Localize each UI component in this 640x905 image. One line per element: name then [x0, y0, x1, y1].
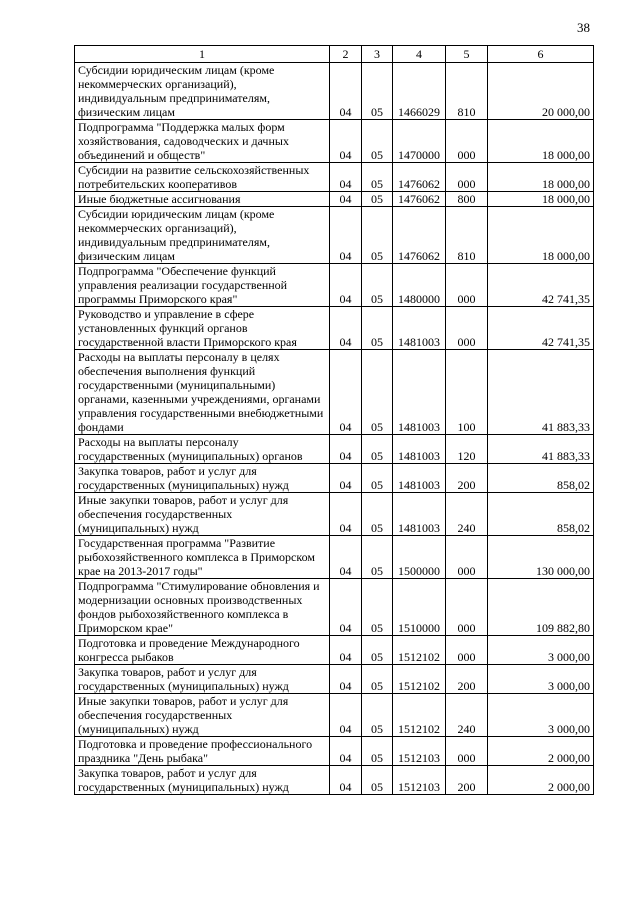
- cell-target: 1500000: [393, 536, 446, 579]
- cell-section: 04: [330, 579, 362, 636]
- cell-section: 04: [330, 493, 362, 536]
- cell-section: 04: [330, 63, 362, 120]
- cell-target: 1476062: [393, 192, 446, 207]
- cell-amount: 2 000,00: [488, 766, 594, 795]
- cell-section: 04: [330, 307, 362, 350]
- cell-type: 810: [446, 63, 488, 120]
- cell-subsection: 05: [362, 120, 393, 163]
- cell-amount: 42 741,35: [488, 307, 594, 350]
- cell-type: 100: [446, 350, 488, 435]
- cell-type: 000: [446, 163, 488, 192]
- table-row: [75, 636, 594, 665]
- table-row: [75, 665, 594, 694]
- cell-name: Государственная программа "Развитие рыбохозяйственного комплекса в Приморском крае на 2013-2017 годы": [75, 536, 330, 579]
- cell-type: 000: [446, 536, 488, 579]
- cell-subsection: 05: [362, 665, 393, 694]
- table-row: [75, 579, 594, 636]
- cell-subsection: 05: [362, 192, 393, 207]
- cell-amount: 18 000,00: [488, 163, 594, 192]
- cell-type: 800: [446, 192, 488, 207]
- cell-amount: 18 000,00: [488, 192, 594, 207]
- header-cell-section: 2: [330, 46, 362, 63]
- header-cell-name: 1: [75, 46, 330, 63]
- cell-section: 04: [330, 737, 362, 766]
- cell-type: 200: [446, 766, 488, 795]
- cell-name: Закупка товаров, работ и услуг для государственных (муниципальных) нужд: [75, 464, 330, 493]
- table-header-row: [75, 46, 594, 63]
- cell-type: 000: [446, 579, 488, 636]
- cell-type: 200: [446, 464, 488, 493]
- cell-name: Подготовка и проведение Международного конгресса рыбаков: [75, 636, 330, 665]
- cell-subsection: 05: [362, 766, 393, 795]
- cell-subsection: 05: [362, 307, 393, 350]
- cell-amount: 41 883,33: [488, 435, 594, 464]
- cell-amount: 20 000,00: [488, 63, 594, 120]
- cell-section: 04: [330, 120, 362, 163]
- cell-target: 1512102: [393, 694, 446, 737]
- cell-name: Иные закупки товаров, работ и услуг для обеспечения государственных (муниципальных) нужд: [75, 694, 330, 737]
- cell-section: 04: [330, 694, 362, 737]
- header-cell-amount: 6: [488, 46, 594, 63]
- table-row: [75, 737, 594, 766]
- cell-amount: 109 882,80: [488, 579, 594, 636]
- cell-section: 04: [330, 207, 362, 264]
- table-row: [75, 766, 594, 795]
- cell-type: 000: [446, 264, 488, 307]
- cell-target: 1512103: [393, 766, 446, 795]
- cell-subsection: 05: [362, 350, 393, 435]
- cell-target: 1481003: [393, 464, 446, 493]
- cell-amount: 18 000,00: [488, 207, 594, 264]
- budget-table: [74, 45, 594, 795]
- header-cell-type: 5: [446, 46, 488, 63]
- cell-target: 1476062: [393, 207, 446, 264]
- cell-amount: 3 000,00: [488, 636, 594, 665]
- cell-target: 1512102: [393, 665, 446, 694]
- table-row: [75, 63, 594, 120]
- cell-subsection: 05: [362, 435, 393, 464]
- cell-amount: 18 000,00: [488, 120, 594, 163]
- cell-amount: 858,02: [488, 493, 594, 536]
- cell-subsection: 05: [362, 464, 393, 493]
- cell-amount: 3 000,00: [488, 694, 594, 737]
- cell-target: 1470000: [393, 120, 446, 163]
- cell-target: 1512102: [393, 636, 446, 665]
- cell-type: 000: [446, 120, 488, 163]
- table-row: [75, 493, 594, 536]
- cell-target: 1481003: [393, 435, 446, 464]
- cell-section: 04: [330, 350, 362, 435]
- cell-subsection: 05: [362, 163, 393, 192]
- cell-name: Субсидии юридическим лицам (кроме некоммерческих организаций), индивидуальным предпринимателям, физическим лицам: [75, 63, 330, 120]
- cell-target: 1480000: [393, 264, 446, 307]
- cell-type: 200: [446, 665, 488, 694]
- cell-amount: 858,02: [488, 464, 594, 493]
- cell-name: Подготовка и проведение профессионального праздника "День рыбака": [75, 737, 330, 766]
- cell-name: Расходы на выплаты персоналу государственных (муниципальных) органов: [75, 435, 330, 464]
- cell-subsection: 05: [362, 63, 393, 120]
- cell-subsection: 05: [362, 264, 393, 307]
- cell-subsection: 05: [362, 636, 393, 665]
- cell-subsection: 05: [362, 579, 393, 636]
- cell-type: 000: [446, 307, 488, 350]
- table-row: [75, 264, 594, 307]
- cell-name: Руководство и управление в сфере установленных функций органов государственной власти Приморского края: [75, 307, 330, 350]
- cell-type: 240: [446, 493, 488, 536]
- cell-name: Иные закупки товаров, работ и услуг для обеспечения государственных (муниципальных) нужд: [75, 493, 330, 536]
- cell-subsection: 05: [362, 536, 393, 579]
- cell-section: 04: [330, 163, 362, 192]
- cell-target: 1512103: [393, 737, 446, 766]
- cell-target: 1481003: [393, 493, 446, 536]
- cell-target: 1481003: [393, 307, 446, 350]
- table-row: [75, 207, 594, 264]
- cell-subsection: 05: [362, 207, 393, 264]
- cell-target: 1476062: [393, 163, 446, 192]
- header-cell-target: 4: [393, 46, 446, 63]
- cell-name: Расходы на выплаты персоналу в целях обеспечения выполнения функций государственными (муниципальными) органами, казенными учреждениями, органами управления государственными внебюджетными фондами: [75, 350, 330, 435]
- cell-target: 1466029: [393, 63, 446, 120]
- cell-type: 000: [446, 737, 488, 766]
- table-row: [75, 120, 594, 163]
- cell-section: 04: [330, 665, 362, 694]
- cell-section: 04: [330, 435, 362, 464]
- cell-section: 04: [330, 766, 362, 795]
- table-row: [75, 307, 594, 350]
- cell-name: Закупка товаров, работ и услуг для государственных (муниципальных) нужд: [75, 766, 330, 795]
- cell-amount: 130 000,00: [488, 536, 594, 579]
- cell-type: 120: [446, 435, 488, 464]
- cell-name: Подпрограмма "Поддержка малых форм хозяйствования, садоводческих и дачных объединений и обществ": [75, 120, 330, 163]
- cell-subsection: 05: [362, 694, 393, 737]
- table-row: [75, 163, 594, 192]
- cell-section: 04: [330, 636, 362, 665]
- cell-section: 04: [330, 536, 362, 579]
- cell-type: 240: [446, 694, 488, 737]
- table-row: [75, 536, 594, 579]
- cell-section: 04: [330, 264, 362, 307]
- cell-name: Подпрограмма "Стимулирование обновления и модернизации основных производственных фондов рыбохозяйственного комплекса в Приморском крае": [75, 579, 330, 636]
- cell-name: Закупка товаров, работ и услуг для государственных (муниципальных) нужд: [75, 665, 330, 694]
- cell-subsection: 05: [362, 493, 393, 536]
- table-row: [75, 192, 594, 207]
- table-row: [75, 464, 594, 493]
- cell-target: 1481003: [393, 350, 446, 435]
- cell-name: Субсидии юридическим лицам (кроме некоммерческих организаций), индивидуальным предпринимателям, физическим лицам: [75, 207, 330, 264]
- header-cell-subsection: 3: [362, 46, 393, 63]
- table-row: [75, 694, 594, 737]
- page-number: 38: [577, 20, 590, 35]
- cell-amount: 2 000,00: [488, 737, 594, 766]
- cell-name: Субсидии на развитие сельскохозяйственных потребительских кооперативов: [75, 163, 330, 192]
- table-row: [75, 435, 594, 464]
- cell-name: Подпрограмма "Обеспечение функций управления реализации государственной программы Приморского края": [75, 264, 330, 307]
- cell-amount: 3 000,00: [488, 665, 594, 694]
- cell-section: 04: [330, 192, 362, 207]
- cell-target: 1510000: [393, 579, 446, 636]
- cell-subsection: 05: [362, 737, 393, 766]
- cell-section: 04: [330, 464, 362, 493]
- cell-type: 810: [446, 207, 488, 264]
- cell-name: Иные бюджетные ассигнования: [75, 192, 330, 207]
- cell-amount: 42 741,35: [488, 264, 594, 307]
- table-row: [75, 350, 594, 435]
- cell-type: 000: [446, 636, 488, 665]
- cell-amount: 41 883,33: [488, 350, 594, 435]
